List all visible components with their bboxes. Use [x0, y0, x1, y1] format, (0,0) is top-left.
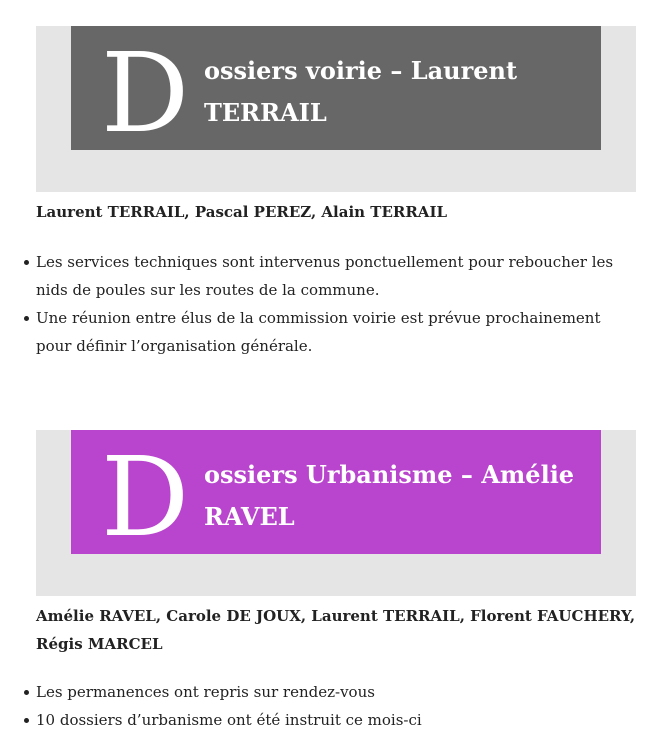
- section-banner: [71, 26, 601, 157]
- section-urbanisme: [36, 430, 636, 734]
- section-title: ossiers voirie – Laurent TERRAIL: [204, 56, 518, 127]
- section-banner-frame: [36, 430, 636, 596]
- bullet-list: [36, 248, 636, 360]
- section-voirie: [36, 26, 636, 360]
- list-item: Les permanences ont repris sur rendez-vous: [36, 678, 636, 706]
- section-title: ossiers Urbanisme – Amélie RAVEL: [204, 460, 575, 531]
- list-item: Les services techniques sont intervenus ponctuellement pour reboucher les nids de poules sur les routes de la commune.: [36, 248, 636, 304]
- bullet-list: [36, 678, 636, 734]
- commission-members: Laurent TERRAIL, Pascal PEREZ, Alain TERRAIL: [36, 203, 448, 221]
- section-banner: [71, 430, 601, 561]
- list-item: Une réunion entre élus de la commission voirie est prévue prochainement pour définir l’organisation générale.: [36, 304, 636, 360]
- commission-members: Amélie RAVEL, Carole DE JOUX, Laurent TERRAIL, Florent FAUCHERY, Régis MARCEL: [36, 607, 636, 653]
- dropcap-letter: D: [101, 433, 190, 561]
- section-banner-frame: [36, 26, 636, 192]
- dropcap-letter: D: [101, 29, 190, 157]
- list-item: 10 dossiers d’urbanisme ont été instruit ce mois-ci: [36, 706, 636, 734]
